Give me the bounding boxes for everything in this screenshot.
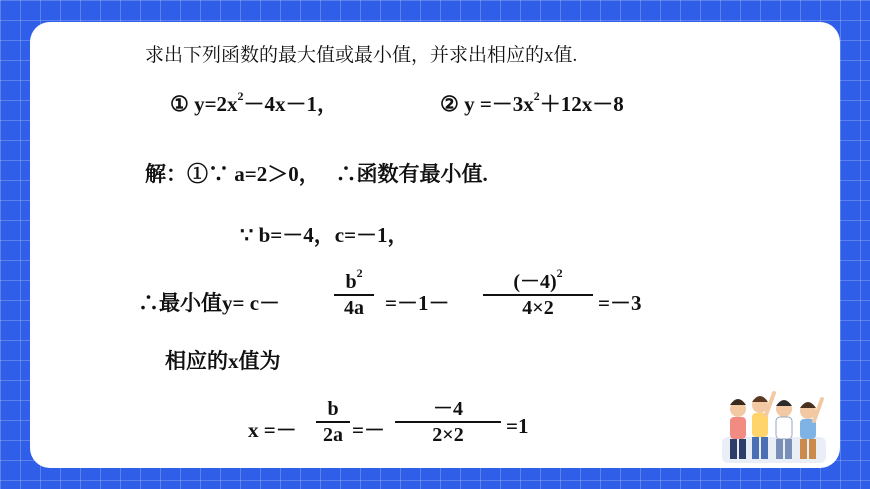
x-value-mid: =－ <box>352 418 385 442</box>
problem-prompt: 求出下列函数的最大值或最小值，并求出相应的x值. <box>145 45 578 66</box>
solution-line-1: 解：①∵ a=2＞0， ∴函数有最小值. <box>145 162 488 186</box>
fraction-b2-over-4a: $b^2$ 4a <box>334 271 374 319</box>
solution-line-4: 相应的x值为 <box>165 349 281 373</box>
students-illustration-icon <box>718 383 830 467</box>
function-2: ② $y =-3x^2+12x-8$ <box>440 89 624 116</box>
x-value-result: =1 <box>506 414 529 438</box>
solution-line-2: ∵ b=－4，c=－1， <box>240 223 409 247</box>
min-value-prefix: ∴最小值y= c－ <box>138 291 281 315</box>
fraction-neg4-over-2x2: －4 2×2 <box>395 398 501 446</box>
min-value-result: =－3 <box>598 291 642 315</box>
x-value-prefix: x =－ <box>248 418 297 442</box>
fraction-neg4-sq-over-4x2: $(-4)^2$ 4×2 <box>483 271 593 319</box>
function-1: ① $y=2x^2-4x-1$， <box>170 89 339 116</box>
fraction-b-over-2a: b 2a <box>316 398 350 446</box>
min-value-mid: =－1－ <box>385 291 450 315</box>
